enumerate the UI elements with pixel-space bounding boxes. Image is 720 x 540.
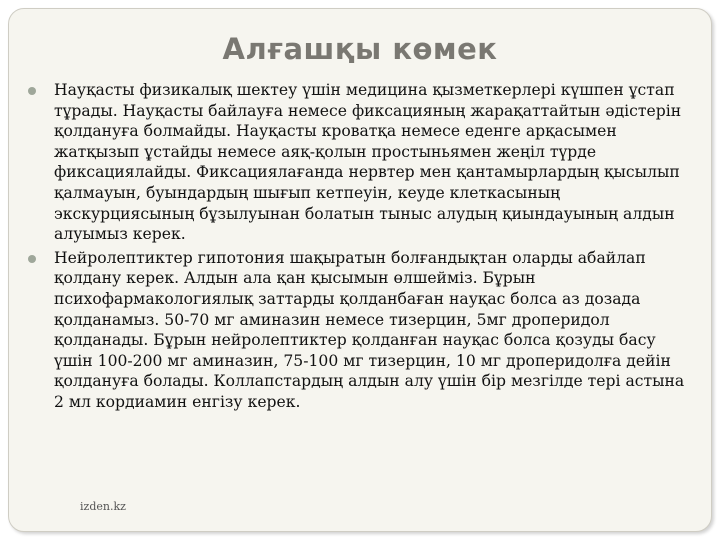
bullet-text: Науқасты физикалық шектеу үшін медицина қызметкерлері күшпен ұстап тұрады. Науқасты байлауға немесе фиксацияның жарақаттайтын әдістерін қолдануға болмайды. Науқасты кроватқа немесе еденге арқасымен жатқызып ұстайды немесе аяқ-қолын простыньямен жеңіл түрде фиксациялайды. Фиксациялағанда нервтер мен қантамырлардың қысылып қалмауын, буындардың шығып кетпеуін, кеуде клеткасының экскурциясының бұзылуынан болатын тыныс алудың қиындауының алдын алуымыз керек. <box>54 81 682 244</box>
bullet-dot-icon <box>28 87 36 95</box>
bullet-item <box>26 80 690 245</box>
source-label: izden.kz <box>80 500 126 513</box>
bullet-text: Нейролептиктер гипотония шақыратын болғандықтан оларды абайлап қолдану керек. Алдын ала қан қысымын өлшейміз. Бұрын психофармакологиялық заттарды қолданбаған науқас болса аз дозада қолданамыз. 50-70 мг аминазин немесе тизерцин, 5мг дроперидол қолданады. Бұрын нейролептиктер қолданған науқас болса қозуды басу үшін 100-200 мг аминазин, 75-100 мг тизерцин, 10 мг дроперидолға дейін қолдануға болады. Коллапстардың алдын алу үшін бір мезгілде тері астына 2 мл кордиамин енгізу керек. <box>54 248 685 411</box>
bullet-item <box>26 248 690 413</box>
slide-title: Алғашқы көмек <box>222 32 498 66</box>
bullet-dot-icon <box>28 255 36 263</box>
slide-content <box>26 80 690 416</box>
